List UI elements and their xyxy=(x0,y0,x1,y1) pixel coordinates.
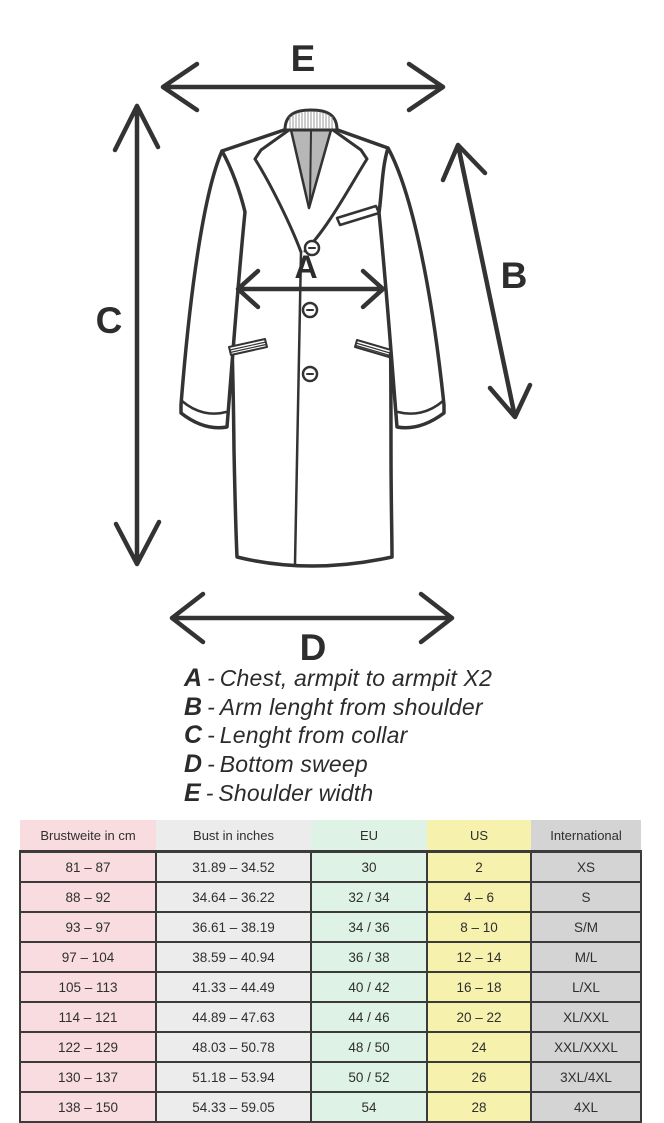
legend-item-e xyxy=(184,779,492,808)
table-cell: 26 xyxy=(427,1062,531,1092)
table-cell: 44 / 46 xyxy=(311,1002,427,1032)
table-cell: 54.33 – 59.05 xyxy=(156,1092,311,1122)
table-row xyxy=(20,912,641,942)
table-cell: 12 – 14 xyxy=(427,942,531,972)
table-row xyxy=(20,942,641,972)
table-cell: 24 xyxy=(427,1032,531,1062)
table-cell: 93 – 97 xyxy=(20,912,156,942)
header-bust-inches: Bust in inches xyxy=(156,820,311,852)
table-cell: S xyxy=(531,882,641,912)
legend-letter: B xyxy=(184,692,203,721)
legend-item-b xyxy=(184,693,492,722)
table-cell: 2 xyxy=(427,852,531,883)
table-cell: 50 / 52 xyxy=(311,1062,427,1092)
label-e: E xyxy=(290,38,316,79)
table-cell: 88 – 92 xyxy=(20,882,156,912)
table-cell: 34.64 – 36.22 xyxy=(156,882,311,912)
table-cell: XXL/XXXL xyxy=(531,1032,641,1062)
measurement-legend xyxy=(184,664,492,807)
legend-text: Arm lenght from shoulder xyxy=(219,693,483,720)
legend-text: Chest, armpit to armpit X2 xyxy=(219,665,493,691)
table-cell: 81 – 87 xyxy=(20,852,156,883)
collar-hatch xyxy=(290,112,332,128)
table-cell: 31.89 – 34.52 xyxy=(156,852,311,883)
header-eu: EU xyxy=(311,820,427,852)
table-row xyxy=(20,1002,641,1032)
legend-letter: E xyxy=(184,778,201,807)
table-row xyxy=(20,1032,641,1062)
table-cell: M/L xyxy=(531,942,641,972)
legend-separator: - xyxy=(205,779,214,806)
table-cell: 138 – 150 xyxy=(20,1092,156,1122)
table-cell: XL/XXL xyxy=(531,1002,641,1032)
legend-text: Bottom sweep xyxy=(219,751,368,778)
header-international: International xyxy=(531,820,641,852)
table-row xyxy=(20,1062,641,1092)
table-cell: 41.33 – 44.49 xyxy=(156,972,311,1002)
table-cell: 36 / 38 xyxy=(311,942,427,972)
table-cell: 44.89 – 47.63 xyxy=(156,1002,311,1032)
legend-item-d xyxy=(184,750,492,779)
table-cell: 105 – 113 xyxy=(20,972,156,1002)
table-cell: S/M xyxy=(531,912,641,942)
legend-separator: - xyxy=(207,693,215,720)
table-header-row xyxy=(20,820,641,852)
table-cell: 34 / 36 xyxy=(311,912,427,942)
legend-separator: - xyxy=(207,722,215,749)
table-cell: 97 – 104 xyxy=(20,942,156,972)
table-cell: 20 – 22 xyxy=(427,1002,531,1032)
label-c: C xyxy=(95,300,123,341)
lining-seam-line xyxy=(310,132,311,204)
label-b: B xyxy=(500,255,528,296)
legend-letter: C xyxy=(184,721,203,750)
table-row xyxy=(20,852,641,883)
table-cell: 4 – 6 xyxy=(427,882,531,912)
table-cell: 48 / 50 xyxy=(311,1032,427,1062)
table-cell: XS xyxy=(531,852,641,883)
button-bottom xyxy=(303,367,317,381)
table-cell: 28 xyxy=(427,1092,531,1122)
table-cell: 36.61 – 38.19 xyxy=(156,912,311,942)
legend-separator: - xyxy=(207,751,215,778)
table-cell: 8 – 10 xyxy=(427,912,531,942)
header-us: US xyxy=(427,820,531,852)
table-cell: 114 – 121 xyxy=(20,1002,156,1032)
table-cell: 16 – 18 xyxy=(427,972,531,1002)
label-a: A xyxy=(294,249,318,285)
legend-text: Shoulder width xyxy=(218,779,374,806)
legend-separator: - xyxy=(207,665,215,691)
table-cell: 32 / 34 xyxy=(311,882,427,912)
table-cell: 40 / 42 xyxy=(311,972,427,1002)
table-cell: 4XL xyxy=(531,1092,641,1122)
header-brustweite-cm: Brustweite in cm xyxy=(20,820,156,852)
legend-text: Lenght from collar xyxy=(219,722,408,749)
table-cell: L/XL xyxy=(531,972,641,1002)
table-row xyxy=(20,882,641,912)
button-middle xyxy=(303,303,317,317)
size-chart-table xyxy=(19,820,642,1123)
legend-item-a xyxy=(184,664,492,693)
table-cell: 38.59 – 40.94 xyxy=(156,942,311,972)
coat-drawing xyxy=(181,110,444,566)
legend-item-c xyxy=(184,721,492,750)
table-cell: 48.03 – 50.78 xyxy=(156,1032,311,1062)
table-row xyxy=(20,1092,641,1122)
table-cell: 30 xyxy=(311,852,427,883)
table-cell: 3XL/4XL xyxy=(531,1062,641,1092)
table-cell: 51.18 – 53.94 xyxy=(156,1062,311,1092)
table-row xyxy=(20,972,641,1002)
label-d: D xyxy=(299,627,327,668)
legend-letter: D xyxy=(184,750,203,779)
table-cell: 122 – 129 xyxy=(20,1032,156,1062)
legend-letter: A xyxy=(184,664,203,692)
table-cell: 54 xyxy=(311,1092,427,1122)
table-cell: 130 – 137 xyxy=(20,1062,156,1092)
